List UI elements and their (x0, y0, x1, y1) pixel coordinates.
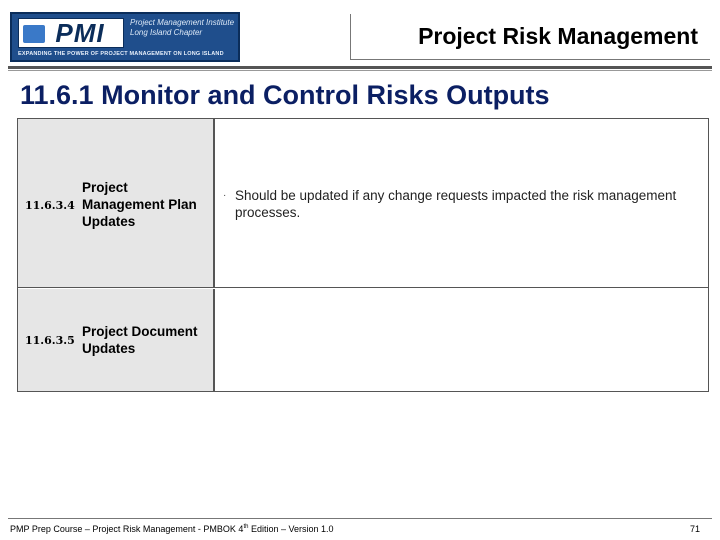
output-description-cell (217, 119, 708, 287)
footer-superscript: th (243, 524, 249, 530)
output-label-cell (18, 289, 215, 391)
table-row (18, 289, 708, 391)
header-title: Project Risk Management (350, 14, 710, 60)
page-number: 71 (689, 524, 700, 534)
footer-text-edition: Edition – Version 1.0 (248, 524, 334, 534)
output-description (223, 187, 693, 221)
footer-divider (8, 518, 712, 519)
bullet-icon: · (223, 190, 227, 201)
output-number: 11.6.3.5 (25, 334, 75, 347)
footer-text (10, 524, 334, 534)
logo-tagline: EXPANDING THE POWER OF PROJECT MANAGEMENT ON LONG ISLAND (18, 51, 224, 57)
pmi-logo-mark (18, 18, 124, 48)
output-label-cell (18, 119, 215, 287)
logo-org-line1: Project Management Institute (130, 18, 235, 27)
output-description-text: Should be updated if any change requests impacted the risk management processes. (235, 188, 677, 220)
header-divider-thin (8, 70, 712, 71)
output-name: Project Document Updates (82, 324, 198, 356)
logo-swoosh-icon (23, 25, 45, 43)
output-number: 11.6.3.4 (25, 199, 75, 212)
output-name: Project Management Plan Updates (82, 180, 197, 229)
pmi-logo (10, 12, 240, 62)
slide-title: 11.6.1 Monitor and Control Risks Outputs (20, 80, 550, 110)
logo-mark-text: PMI (55, 17, 105, 48)
header-divider (8, 66, 712, 69)
footer-text-main: PMP Prep Course – Project Risk Management - PMBOK 4 (10, 524, 244, 534)
logo-org-name (130, 18, 236, 38)
outputs-table (17, 118, 709, 392)
table-row (18, 119, 708, 288)
logo-org-line2: Long Island Chapter (130, 28, 203, 37)
output-description-cell (217, 289, 708, 391)
